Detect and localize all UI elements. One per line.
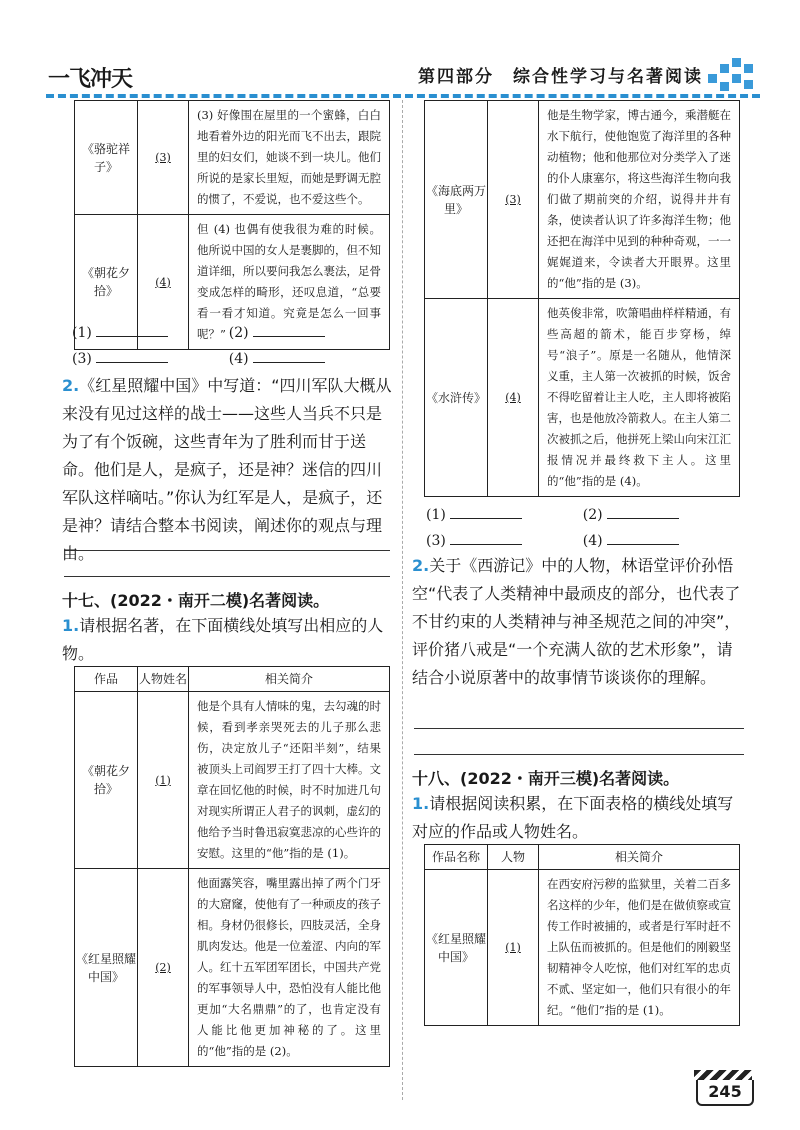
answer-line[interactable] xyxy=(64,550,390,551)
page-header-title: 第四部分 综合性学习与名著阅读 xyxy=(418,67,703,87)
work-name: 《红星照耀中国》 xyxy=(75,869,138,1067)
answer-line[interactable] xyxy=(253,348,325,363)
question-2-left xyxy=(62,372,392,568)
answer-line[interactable] xyxy=(64,576,390,577)
intro-text: 在西安府污秽的监狱里，关着二百多名这样的少年，他们是在做侦察或宣传工作时被捕的，或者是行军时赶不上队伍而被抓的。但是他们的刚毅坚韧精神令人吃惊，他们对红军的忠贞不贰、坚定如一，他们只有很小的年纪。“他们”指的是 (1)。 xyxy=(539,870,740,1026)
column-header: 作品名称 xyxy=(425,845,488,870)
answer-line[interactable] xyxy=(253,322,325,337)
answer-line[interactable] xyxy=(414,728,744,729)
blank-label: (2) xyxy=(582,507,603,523)
table-row xyxy=(75,869,390,1067)
work-name: 《红星照耀中国》 xyxy=(425,870,488,1026)
section-17-title: 十七、(2022・南开二模)名著阅读。 xyxy=(62,591,330,610)
answer-line-row xyxy=(72,322,325,341)
answer-blank[interactable]: (4) xyxy=(155,275,171,289)
answer-blank[interactable]: (3) xyxy=(155,151,171,164)
section-17-table xyxy=(74,666,390,1067)
blank-label: (3) xyxy=(426,533,446,549)
blank-label: (4) xyxy=(228,351,249,367)
work-name: 《朝花夕拾》 xyxy=(75,215,138,350)
table-row xyxy=(75,101,390,215)
answer-blank[interactable]: (1) xyxy=(505,941,521,954)
intro-text: 他英俊非常，吹箫唱曲样样精通，有些高超的箭术，能百步穿杨，绰号“浪子”。原是一名随从，他情深义重，主人第一次被抓的时候，饭舍不得吃留着让主人吃，主人即将被陷害，也是他放冷箭救人。在主人第二次被抓之后，他拼死上梁山向宋江汇报情况并最终救下主人。这里的“他”指的是 (4)。 xyxy=(539,299,740,497)
brand-logo: 一飞冲天 xyxy=(48,67,133,92)
column-header: 人物 xyxy=(488,845,539,870)
decorative-stripes xyxy=(694,1070,752,1080)
answer-blank[interactable]: (4) xyxy=(505,391,521,404)
answer-line-row xyxy=(72,348,325,367)
question-text: 《红星照耀中国》中写道：“四川军队大概从来没有见过这样的战士——这些人当兵不只是为了有个饭碗，这些青年为了胜利而甘于送命。他们是人，是疯子，还是神？迷信的四川军队这样嘀咕。”你认为红军是人，是疯子，还是神？请结合整本书阅读，阐述你的观点与理由。 xyxy=(62,376,392,563)
section-17-question-1 xyxy=(62,612,392,668)
answer-line[interactable] xyxy=(96,348,168,363)
right-top-table xyxy=(424,100,740,497)
question-2-right xyxy=(412,552,744,692)
work-name: 《骆驼祥子》 xyxy=(75,101,138,215)
answer-line-row xyxy=(426,504,679,523)
question-number: 2. xyxy=(62,376,80,395)
column-header: 人物姓名 xyxy=(138,667,189,692)
page-number: 245 xyxy=(696,1080,754,1106)
answer-line[interactable] xyxy=(450,530,522,545)
section-18-question-1 xyxy=(412,790,744,846)
intro-text: 他是个具有人情味的鬼，去勾魂的时候，看到孝亲哭死去的儿子那么悲伤，决定放儿子“还阳半刻”，结果被顶头上司阎罗王打了四十大棒。文章在回忆他的时候，时不时加进几句对现实所谓正人君子的讽刺，虚幻的他给予当时鲁迅寂寞悲凉的心些许的安慰。这里的“他”指的是 (1)。 xyxy=(189,692,390,869)
column-header: 作品 xyxy=(75,667,138,692)
section-18-table xyxy=(424,844,740,1026)
blank-label: (4) xyxy=(582,533,603,549)
question-text: 关于《西游记》中的人物，林语堂评价孙悟空“代表了人类精神中最顽皮的部分，也代表了不甘约束的人类精神与神圣规范之间的冲突”，评价猪八戒是“一个充满人欲的艺术形象”，请结合小说原著中的故事情节谈谈你的理解。 xyxy=(412,556,741,687)
intro-text: (3) 好像围在屋里的一个蜜蜂，白白地看着外边的阳光而飞不出去，跟院里的妇女们，她谈不到一块儿。他们所说的是家长里短，而她是野调无腔的惯了，不爱说，也不爱这些个。 xyxy=(189,101,390,215)
question-text: 请根据阅读积累，在下面表格的横线处填写对应的作品或人物姓名。 xyxy=(412,794,734,841)
answer-line[interactable] xyxy=(450,504,522,519)
page-number-badge xyxy=(694,1066,752,1108)
table-row xyxy=(425,299,740,497)
decorative-squares xyxy=(708,58,758,92)
section-18-title: 十八、(2022・南开三模)名著阅读。 xyxy=(412,769,680,788)
table-row xyxy=(75,692,390,869)
blank-label: (1) xyxy=(426,507,446,523)
question-text: 请根据名著，在下面横线处填写出相应的人物。 xyxy=(62,616,384,663)
answer-blank[interactable]: (3) xyxy=(505,193,521,206)
intro-text: 但 (4) 也偶有使我很为难的时候。他所说中国的女人是裹脚的，但不知道详细，所以要问我怎么裹法，足骨变成怎样的畸形，还叹息道，“总要看一看才知道。究竟是怎么一回事呢？” xyxy=(189,215,390,350)
work-name: 《水浒传》 xyxy=(425,299,488,497)
blank-label: (2) xyxy=(228,325,249,341)
answer-blank[interactable]: (1) xyxy=(155,773,171,787)
column-header: 相关简介 xyxy=(539,845,740,870)
column-divider xyxy=(402,100,403,1100)
answer-line[interactable] xyxy=(607,504,679,519)
table-row xyxy=(425,870,740,1026)
question-number: 1. xyxy=(412,794,430,813)
header-divider xyxy=(46,94,760,98)
question-number: 1. xyxy=(62,616,80,635)
blank-label: (3) xyxy=(72,351,92,367)
answer-line[interactable] xyxy=(607,530,679,545)
intro-text: 他面露笑容，嘴里露出掉了两个门牙的大窟窿，使他有了一种顽皮的孩子相。身材仍很修长，四肢灵活，全身肌肉发达。他是一位羞涩、内向的军人。红十五军团军团长，中国共产党的军事领导人中，恐怕没有人能比他更加“大名鼎鼎”的了，也肯定没有人能比他更加神秘的了。这里的“他”指的是 (2)。 xyxy=(189,869,390,1067)
work-name: 《海底两万里》 xyxy=(425,101,488,299)
answer-line[interactable] xyxy=(96,322,168,337)
work-name: 《朝花夕拾》 xyxy=(75,692,138,869)
blank-label: (1) xyxy=(72,325,92,341)
answer-blank[interactable]: (2) xyxy=(155,961,171,974)
left-top-table xyxy=(74,100,390,350)
question-number: 2. xyxy=(412,556,430,575)
table-row xyxy=(425,101,740,299)
answer-line-row xyxy=(426,530,679,549)
intro-text: 他是生物学家，博古通今，乘潜艇在水下航行，使他饱览了海洋里的各种动植物；他和他那位对分类学入了迷的仆人康塞尔，将这些海洋生物向我们做了期前突的介绍，说得井井有条，使读者认识了许多海洋生物；他还把在海洋中见到的种种奇观，一一娓娓道来，令读者大开眼界。这里的“他”指的是 (3)。 xyxy=(539,101,740,299)
column-header: 相关简介 xyxy=(189,667,390,692)
answer-line[interactable] xyxy=(414,754,744,755)
